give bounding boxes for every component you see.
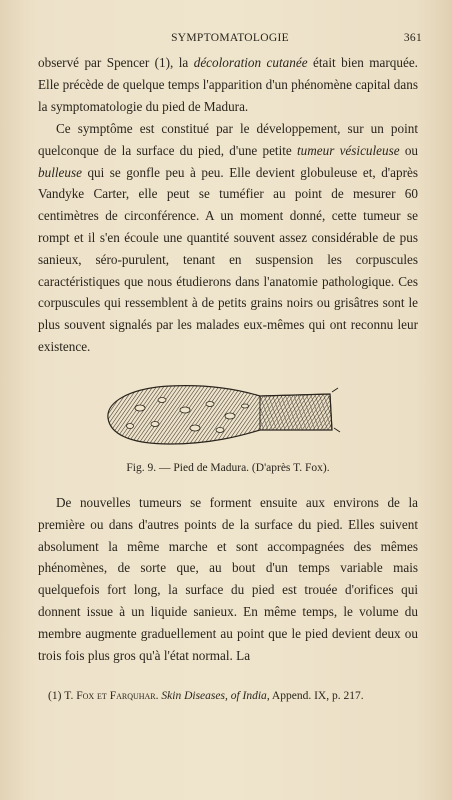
para1-text-a: observé par Spencer (1), la <box>38 55 194 70</box>
footnote-marker: (1) <box>48 690 65 702</box>
running-title: SYMPTOMATOLOGIE <box>171 32 289 44</box>
para2-text-c: ou <box>399 142 419 158</box>
figure-madura-foot <box>100 378 350 450</box>
running-header <box>38 32 422 48</box>
para2-text-e: qui se gonfle peu à peu. Elle devient globuleuse et, d'après Vandyke Carter, elle peut se tuméfier au point de mesurer 60 centimètres de circonférence. A un moment donné, cette tumeur se rompt et il s'en écoule une quantité souvent assez considérable de pus sanieux, séro-purulent, tenant en suspension les corpuscules caractéristiques que nous étudierons dans l'anatomie pathologique. Ces corpuscules qui ressemblent à de petits grains noirs ou grisâtres sont le plus souvent signalés par les malades eux-mêmes qui ont reconnu leur existence. <box>38 164 418 354</box>
para1-text-c: était bien marquée. Elle précède de quelque temps l'apparition d'un phénomène capital dans la symptomatologie du pied de Madura. <box>38 55 418 114</box>
paragraph-3 <box>38 492 418 666</box>
footnote-rest: , Append. IX, p. 217. <box>266 690 364 702</box>
foot-engraving-illustration <box>100 378 350 450</box>
paragraph-2 <box>38 118 418 358</box>
footnote-authors: T. Fox et Farquhar. <box>64 690 159 702</box>
figure-caption: Fig. 9. — Pied de Madura. (D'après T. Fox). <box>126 462 330 474</box>
para2-italic-2: bulleuse <box>38 164 82 180</box>
para3-text: De nouvelles tumeurs se forment ensuite aux environs de la première ou dans d'autres points de la surface du pied. Elles suivent absolument la même marche et sont accompagnées des mêmes phénomènes, de sorte que, au bout d'un temps variable mais quelquefois fort long, la surface du pied est trouée d'orifices qui donnent issue à un liquide sanieux. En même temps, le volume du membre augmente graduellement au point que le pied devient deux ou trois fois plus gros qu'à l'état normal. La <box>38 495 418 663</box>
para2-italic-1: tumeur vésiculeuse <box>297 142 400 158</box>
footnote-title: Skin Diseases, of India <box>161 690 267 702</box>
para1-italic: décoloration cutanée <box>193 55 308 70</box>
footnote <box>48 690 418 702</box>
page-number: 361 <box>403 32 422 44</box>
para2-text-a: Ce symptôme est constitué par le développement, sur un point quelconque de la surface du pied, d'une petite <box>38 121 418 158</box>
paragraph-1 <box>38 52 418 117</box>
